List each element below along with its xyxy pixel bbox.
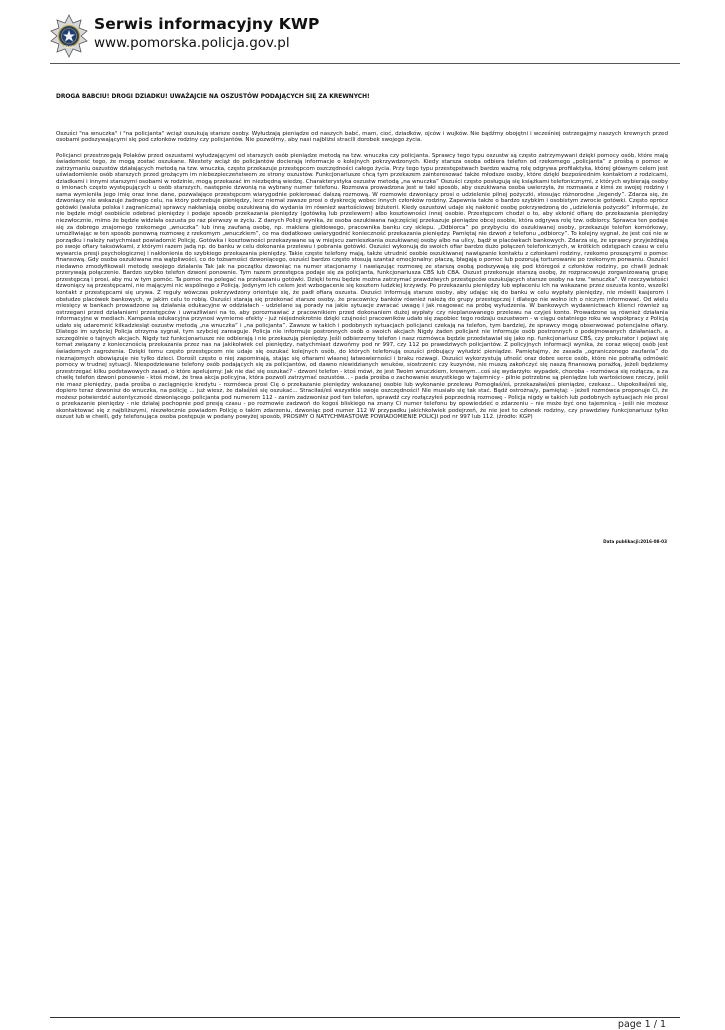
article-title: DROGA BABCIU! DROGI DZIADKU! UWAŻAJCIE NA OSZUSTÓW PODAJĄCYCH SIĘ ZA KREWNYCH! xyxy=(56,94,370,100)
article-body: Policjanci przestrzegają Polaków przed oszustami wyłudzającymi od starszych osób pieniądze metodą na tzw. wnuczka czy policjanta. Sprawcy tego typu oszustw są często zatrzymywani dzięki pomocy osób, które mają świadomość tego, że mogą zostać oszukane. Niestety wciąż do policjantów docierają informacje o kolejnych pokrzywdzonych. Kiedy starsza osoba odbiera telefon od rzekomego „policjanta” z prośbą o pomoc w zatrzymaniu oszustów działających metodą na tzw. wnuczka, często przekazuje przestępcom oszczędności całego życia. Przy tego typu przestępstwach bardzo ważną rolę odgrywa profilaktyka, której głównym celem jest uświadomienie osób starszych przed grożącym im niebezpieczeństwem ze strony oszustów. Funkcjonariusze chcą tym przekazem zainteresować także młodsze osoby, które dzięki bezpośrednim kontaktom z rodzicami, dziadkami i innymi starszymi osobami w rodzinie, mogą przekazać im niezbędną wiedzę. Charakterystyka oszustw metodą „na wnuczka” Oszuści często posługują się książkami telefonicznymi, z których wybierają osoby o imionach często występujących u osób starszych, następnie dzwonią na wybrany numer telefonu. Rozmowa prowadzona jest w taki sposób, aby oszukiwana osoba uwierzyła, że rozmawia z kimś ze swojej rodziny i sama wymieniła jego imię oraz inne dane, pozwalające przestępcom wiarygodnie pokierować dalszą rozmową. W rozmowie dzwoniący prosi o udzielenie pilnej pożyczki, stosując różnorodne „legendy”. Zdarza się, że dzwoniący nie wskazuje żadnego celu, na który potrzebuje pieniędzy, lecz niemal zawsze prosi o dyskrecję wobec innych członków rodziny. Zapewnia także o bardzo szybkim i osobistym zwrocie gotówki. Często oprócz gotówki (waluta polska i zagraniczna) sprawcy nakłaniają osobę oszukiwaną do wydania im również wartościowej biżuterii. Kiedy oszustowi udaje się nakłonić osobę pokrzywdzoną do „udzielenia pożyczki” informuje, że nie będzie mógł osobiście odebrać pieniędzy i podaje sposób przekazania pieniędzy (gotówką lub przelewem) albo kosztowności innej osobie. Przestępcom chodzi o to, aby skłonić ofiarę do przekazania pieniędzy niezwłocznie, mimo że będzie widziała oszusta po raz pierwszy w życiu. Z danych Policji wynika, że osoba oszukiwana najczęściej przekazuje pieniądze obcej osobie, która odgrywa rolę tzw. odbiorcy. Sprawca ten podaje się za dobrego znajomego rzekomego „wnuczka” lub inną zaufaną osobę, np. maklera giełdowego, pracownika banku czy sklepu. „Odbiorca” po przybyciu do oszukiwanej osoby, przekazuje telefon komórkowy, umożliwiając w ten sposób ponowną rozmowę z rzekomym „wnuczkiem”, co ma dodatkowo uwiarygodnić konieczność przekazania pieniędzy. Pamiętaj nie dzwoń z telefonu „odbiorcy”. To kolejny sygnał, że jest coś nie w porządku i należy natychmiast powiadomić Policję. Gotówka i kosztowności przekazywane są w miejscu zamieszkania oszukiwanej osoby albo na ulicy, bądź w placówkach bankowych. Zdarza się, że sprawcy przyjeżdżają po swoje ofiary taksówkami, z którymi razem jadą np. do banku w celu dokonania przelewu i pobrania gotówki. Oszuści wykonują do swoich ofiar bardzo dużo połączeń telefonicznych, w krótkich odstępach czasu w celu wywarcia presji psychologicznej i nakłonienia do szybkiego przekazania pieniędzy. Takie częste telefony mają, także utrudnić osobie oszukiwanej nawiązanie kontaktu z członkami rodziny, rzekomo proszącymi o pomoc finansową. Gdy osoba oszukiwana ma wątpliwości, co do tożsamości dzwoniącego, oszuści bardzo często stosują szantaż emocjonalny: płaczą, błagają o pomoc lub pozorują torturowanie po rzekomym porwaniu. Oszuści niedawno zmodyfikowali metodę swojego działania Tak jak na początku dzwoniąc na numer stacjonarny i nawiązując rozmowę ze starszą osobą podszywają się pod któregoś z członków rodziny, po chwili jednak przerywają połączenie. Bardzo szybko telefon dzwoni ponownie. Tym razem przestępca podaje się za policjanta, funkcjonariusza CBŚ lub CBA. Oszust przekonuje starszą osobę, że rozpracowuje zorganizowaną grupę przestępczą i prosi, aby mu w tym pomóc. Ta pomoc ma polegać na przekazaniu gotówki. Dzięki temu będzie można zatrzymać prawdziwych przestępców oszukujących starsze osoby na tzw. "wnuczka". W rzeczywistości dzwoniący są przestępcami, nie mającymi nic wspólnego z Policją. Jedynym ich celem jest wzbogacenie się kosztem ludzkiej krzywdy. Po przekazaniu pieniędzy lub wpłaceniu ich na wskazane przez oszusta konto, wszelki kontakt z przestępcami się urywa. Z reguły wówczas pokrzywdzony orientuje się, że padł ofiarą oszusta. Oszuści informują starsze osoby, aby udając się do banku w celu wypłaty pieniędzy, nie mówili kasjerom i obsłudze placówek bankowych, w jakim celu to robią. Oszuści starają się przekonać starsze osoby, że pracownicy banków również należą do grupy przestępczej i dlatego nie wolno ich o niczym informować. Od wielu miesięcy w bankach prowadzone są działania edukacyjne w oddziałach - udzielane są porady na jakie sytuacje zwracać uwagę i jak reagować na próbę wyłudzenia. W bankowych wydawnictwach klienci również są ostrzegani przed działaniami przestępców i uwrażliwiani na to, aby porozmawiać z pracownikiem przed dokonaniem dużej wypłaty czy nieplanowanego przelewu na czyjeś konto. Prowadzone są również działania informacyjne w mediach. Kampania edukacyjna przynosi wymierne efekty - już niejednokrotnie dzięki czujności pracowników udało się zapobiec tego rodzaju oszustwom - w ciągu ostatniego roku we współpracy z Policją udało się udaremnić kilkadziesiąt oszustw metodą „na wnuczka” i „na policjanta”. Zawsze w takich i podobnych sytuacjach policjanci czekają na telefon, tym bardziej, że sprawcy mogą obserwować potencjalne ofiary. Dlatego im szybciej Policja otrzyma sygnał, tym szybciej zareaguje. Policja nie informuje postronnych osób o swoich akcjach Nigdy żaden policjant nie informuje osób postronnych o podejmowanych działaniach, a szczególnie o tajnych akcjach. Nigdy też funkcjonariusze nie odbierają i nie przekazują pieniędzy. Jeśli odbierzemy telefon i nasz rozmówca będzie przedstawiał się jako np. funkcjonariusz CBŚ, czy prokurator i pojawi się temat związany z koniecznością przekazania przez nas na jakikolwiek cel pieniędzy, natychmiast dzwońmy pod nr 997, czy 112 po prawdziwych policjantów. Z policyjnych informacji wynika, że coraz więcej osób jest świadomych zagrożenia. Dzięki temu często przestępcom nie udaje się oszukać kolejnych osób, do których telefonują oszuści próbujący wyłudzić pieniądze. Pamiętajmy, że zasada „ograniczonego zaufania” do nieznajomych obowiązuje nie tylko dzieci. Dorośli często o niej zapominają, stając się ofiarami własnej łatwowierności i braku rozwagi. Oszuści wykorzystują ufność oraz dobre serce osób, które nie potrafią odmówić pomocy w trudnej sytuacji. Niespodziewane telefony osób podających się za policjantów, od dawno niewidzianych wnuków, siostrzenic czy kuzynów, nie muszą zakończyć się naszą finansową porażką, jeżeli będziemy przestrzegać kilku podstawowych zasad, o które apelujemy: Jak nie dać się oszukać? - dzwoni telefon - ktoś mówi, że jest Twoim wnuczkiem, krewnym...coś się wydarzyło: wypadek, choroba - rozmówca się rozłącza, a za chwilę telefon dzwoni ponownie - ktoś mówi, że trwa akcja policyjna, która pozwoli zatrzymać oszustów... - pada prośba o zachowanie wszystkiego w tajemnicy - pilnie potrzebne są pieniądze lub wartościowe rzeczy, jeśli nie masz pieniędzy, pada prośba o zaciągnięcie kredytu - rozmówca prosi Cię o przekazanie pieniędzy wskazanej osobie lub wykonanie przelewu Pomogłaś/eś, przekazałaś/eś pieniądze, czekasz... Uspokoiłaś/eś się, dopiero teraz dzwonisz do wnuczka, na policję ... już wiesz, że dałaś/eś się oszukać... Straciłaś/eś wszystkie swoje oszczędności! Nie musiało się tak stać. Bądź ostrożna/y, pamiętaj: - jeżeli rozmówca proponuje Ci, że możesz potwierdzić autentyczność dzwoniącego policjanta pod numerem 112 - zanim zadzwonisz pod ten telefon, sprawdź czy rozłączyłeś poprzednią rozmowę - Policja nigdy w takich lub podobnych sytuacjach nie prosi o przekazanie pieniędzy - nie działaj pochopnie pod presją czasu - po rozmowie zadzwoń do kogoś bliskiego na znany Ci numer telefonu by opowiedzieć o zdarzeniu – nie może być ono tajemnicą - jeśli nie możesz skontaktować się z najbliższymi, niezwłocznie powiadom Policję o takim zdarzeniu, dzwoniąc pod numer 112 W przypadku jakichkolwiek podejrzeń, że nie jest to członek rodziny, czy prawdziwy funkcjonariusz tylko oszust lub w chwili, gdy telefonująca osoba postępuje w podany powyżej sposób, PROSIMY O NATYCHMIASTOWE POWIADOMIENIE POLICJI pod nr 997 lub 112. (źródło: KGP) xyxy=(56,152,668,421)
police-star-logo-icon[interactable] xyxy=(50,14,88,58)
page-number: page 1 / 1 xyxy=(617,1019,666,1030)
site-title: Serwis informacyjny KWP xyxy=(94,15,320,33)
header-divider xyxy=(50,63,680,64)
article-lead: Oszuści "na wnuczka" i "na policjanta" wciąż oszukują starsze osoby. Wyłudzają pieniądze od naszych babć, mam, cioć, dziadków, ojców i wujków. Nie bądźmy obojętni i wcześniej ostrzegajmy naszych krewnych przed osobami podszywającymi się pod członków rodziny czy policjantów. Nie pozwólmy, aby nasi najbliżsi stracili dorobek swojego życia. xyxy=(56,130,668,144)
logo-lettering: POLICJA xyxy=(63,45,75,49)
site-header xyxy=(50,14,680,66)
site-url[interactable]: www.pomorska.policja.gov.pl xyxy=(94,35,290,51)
publication-date: Data publikacji:2016-08-03 xyxy=(603,539,667,544)
footer-divider xyxy=(50,1017,680,1018)
